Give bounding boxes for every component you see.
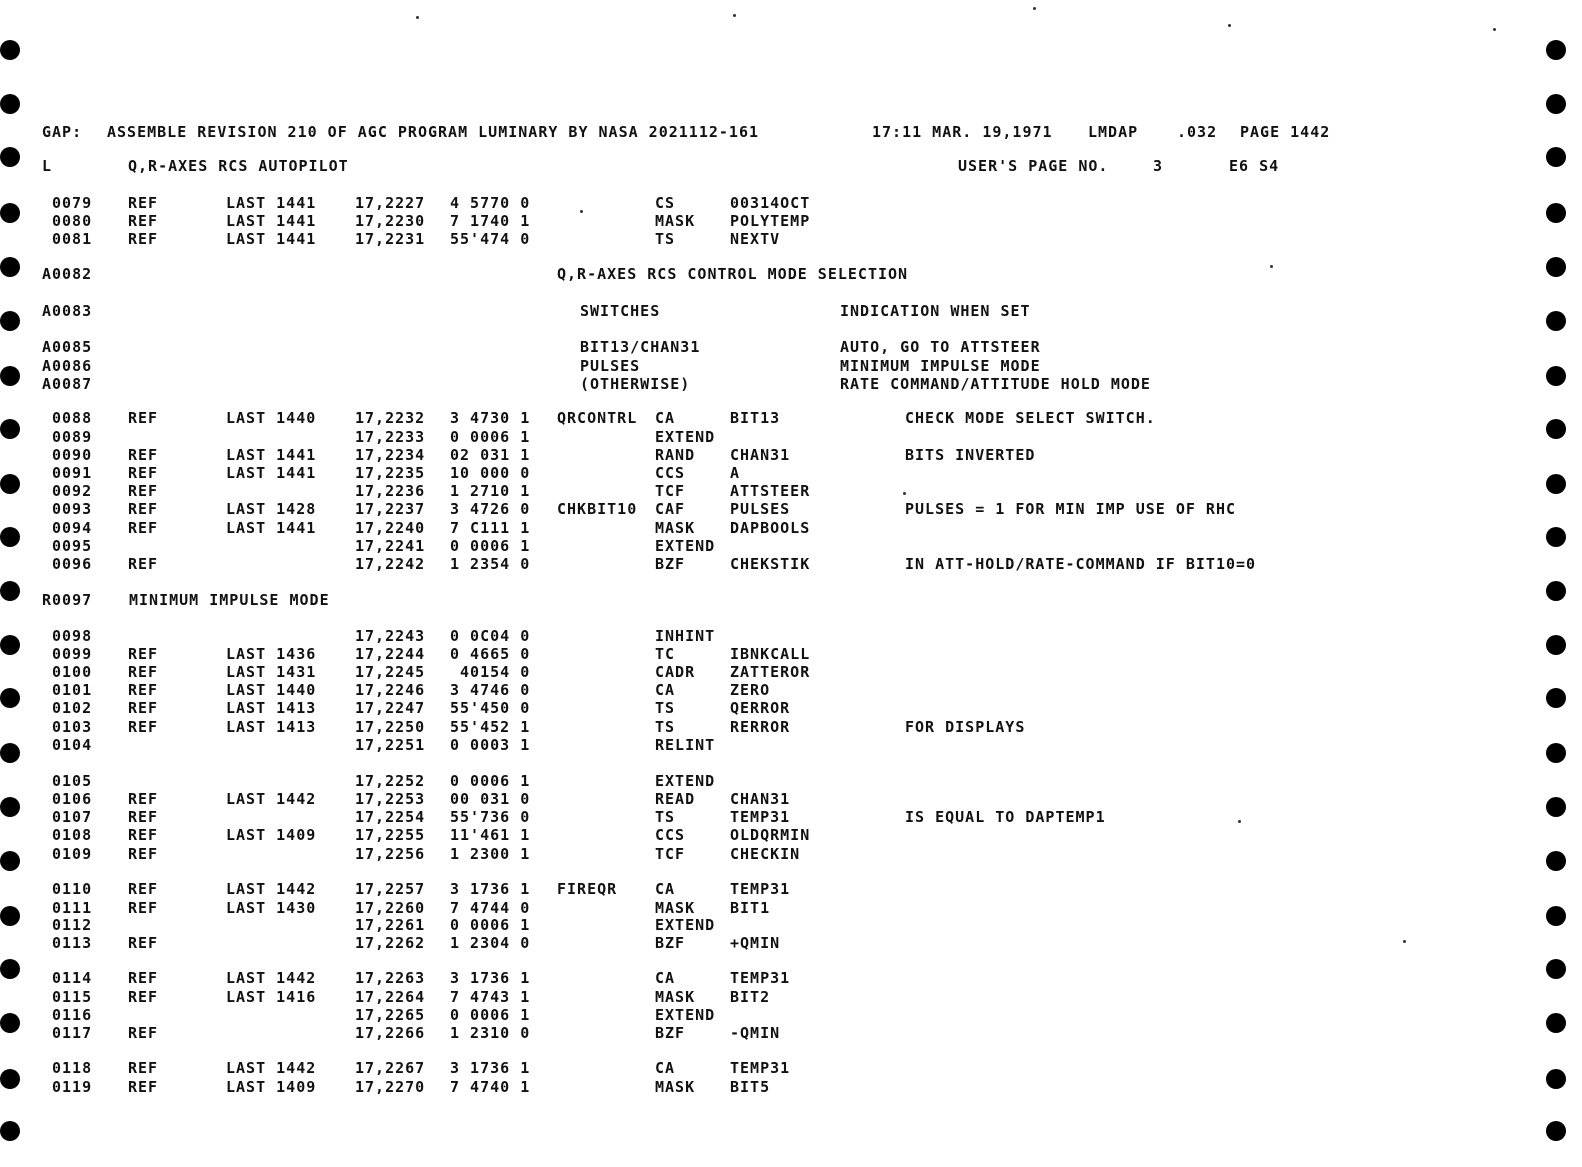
last-ref: LAST 1441	[226, 194, 317, 212]
opcode: RAND	[655, 446, 696, 464]
sprocket-hole	[0, 1013, 20, 1033]
line-number: 0114	[52, 969, 93, 987]
sprocket-hole	[0, 906, 20, 926]
operand: A	[730, 464, 741, 482]
octal-word: 7 4740 1	[450, 1078, 531, 1096]
address: 17,2256	[355, 845, 426, 863]
scan-speck	[733, 14, 736, 17]
operand: QERROR	[730, 699, 791, 717]
ref-tag: REF	[128, 230, 159, 248]
octal-word: 1 2710 1	[450, 482, 531, 500]
line-number: 0080	[52, 212, 93, 230]
opcode: CCS	[655, 826, 686, 844]
operand: NEXTV	[730, 230, 781, 248]
line-number: 0102	[52, 699, 93, 717]
line-number: 0118	[52, 1059, 93, 1077]
line-number: 0110	[52, 880, 93, 898]
last-ref: LAST 1431	[226, 663, 317, 681]
ref-tag: REF	[128, 790, 159, 808]
octal-word: 40154 0	[450, 663, 531, 681]
sprocket-hole	[0, 797, 20, 817]
sprocket-hole	[1546, 257, 1566, 277]
header-assemble: ASSEMBLE REVISION 210 OF AGC PROGRAM LUMINARY BY NASA 2021112-161	[107, 123, 759, 141]
octal-word: 3 1736 1	[450, 880, 531, 898]
operand: IBNKCALL	[730, 645, 811, 663]
opcode: CA	[655, 880, 676, 898]
comment-text: (OTHERWISE)	[580, 375, 691, 393]
ref-tag: REF	[128, 899, 159, 917]
opcode: TS	[655, 699, 676, 717]
sprocket-hole	[1546, 851, 1566, 871]
sprocket-hole	[0, 635, 20, 655]
sprocket-hole	[0, 959, 20, 979]
opcode: CA	[655, 1059, 676, 1077]
address: 17,2231	[355, 230, 426, 248]
octal-word: 7 1740 1	[450, 212, 531, 230]
sprocket-hole	[1546, 1013, 1566, 1033]
last-ref: LAST 1413	[226, 718, 317, 736]
sprocket-hole	[1546, 635, 1566, 655]
operand: +QMIN	[730, 934, 781, 952]
address: 17,2236	[355, 482, 426, 500]
octal-word: 3 4726 0	[450, 500, 531, 518]
comment-right: MINIMUM IMPULSE MODE	[840, 357, 1041, 375]
last-ref: LAST 1441	[226, 464, 317, 482]
ref-tag: REF	[128, 1059, 159, 1077]
comment-text: BIT13/CHAN31	[580, 338, 701, 356]
octal-word: 7 4744 0	[450, 899, 531, 917]
sprocket-hole	[1546, 581, 1566, 601]
line-number: 0089	[52, 428, 93, 446]
address: 17,2234	[355, 446, 426, 464]
sprocket-hole	[0, 688, 20, 708]
scan-speck	[1403, 940, 1406, 943]
address: 17,2261	[355, 916, 426, 934]
sprocket-hole	[1546, 959, 1566, 979]
line-number: 0107	[52, 808, 93, 826]
header-version: .032	[1177, 123, 1218, 141]
line-number: 0116	[52, 1006, 93, 1024]
address: 17,2253	[355, 790, 426, 808]
line-number: 0088	[52, 409, 93, 427]
line-number: 0101	[52, 681, 93, 699]
opcode: EXTEND	[655, 772, 716, 790]
address: 17,2244	[355, 645, 426, 663]
operand: ZATTEROR	[730, 663, 811, 681]
ref-tag: REF	[128, 1024, 159, 1042]
octal-word: 1 2310 0	[450, 1024, 531, 1042]
operand: 00314OCT	[730, 194, 811, 212]
operand: CHECKIN	[730, 845, 801, 863]
subheader-title: Q,R-AXES RCS AUTOPILOT	[128, 157, 349, 175]
sprocket-hole	[1546, 311, 1566, 331]
opcode: CA	[655, 681, 676, 699]
ref-tag: REF	[128, 645, 159, 663]
octal-word: 7 4743 1	[450, 988, 531, 1006]
ref-tag: REF	[128, 446, 159, 464]
opcode: BZF	[655, 934, 686, 952]
opcode: TS	[655, 230, 676, 248]
octal-word: 3 1736 1	[450, 1059, 531, 1077]
opcode: CAF	[655, 500, 686, 518]
octal-word: 0 0006 1	[450, 916, 531, 934]
octal-word: 55'474 0	[450, 230, 531, 248]
operand: TEMP31	[730, 808, 791, 826]
address: 17,2242	[355, 555, 426, 573]
sprocket-hole	[1546, 40, 1566, 60]
address: 17,2247	[355, 699, 426, 717]
sprocket-hole	[0, 474, 20, 494]
sprocket-hole	[1546, 1069, 1566, 1089]
sprocket-hole	[0, 1069, 20, 1089]
sprocket-hole	[1546, 419, 1566, 439]
address: 17,2232	[355, 409, 426, 427]
line-number: 0094	[52, 519, 93, 537]
opcode: MASK	[655, 1078, 696, 1096]
address: 17,2250	[355, 718, 426, 736]
last-ref: LAST 1416	[226, 988, 317, 1006]
comment: FOR DISPLAYS	[905, 718, 1026, 736]
header-program: LMDAP	[1088, 123, 1139, 141]
line-number: 0112	[52, 916, 93, 934]
comment-text: Q,R-AXES RCS CONTROL MODE SELECTION	[557, 265, 909, 283]
ref-tag: REF	[128, 988, 159, 1006]
line-number: 0096	[52, 555, 93, 573]
ref-tag: REF	[128, 699, 159, 717]
operand: CHAN31	[730, 446, 791, 464]
octal-word: 3 1736 1	[450, 969, 531, 987]
subheader-line	[0, 157, 1280, 175]
ref-tag: REF	[128, 409, 159, 427]
address: 17,2263	[355, 969, 426, 987]
ref-tag: REF	[128, 845, 159, 863]
address: 17,2243	[355, 627, 426, 645]
line-number: 0111	[52, 899, 93, 917]
operand: CHEKSTIK	[730, 555, 811, 573]
last-ref: LAST 1442	[226, 790, 317, 808]
address: 17,2265	[355, 1006, 426, 1024]
address: 17,2235	[355, 464, 426, 482]
last-ref: LAST 1441	[226, 446, 317, 464]
octal-word: 0 0006 1	[450, 537, 531, 555]
last-ref: LAST 1441	[226, 230, 317, 248]
scan-speck	[580, 210, 583, 213]
last-ref: LAST 1436	[226, 645, 317, 663]
line-number: 0092	[52, 482, 93, 500]
scan-speck	[1033, 7, 1036, 10]
operand: TEMP31	[730, 880, 791, 898]
address: 17,2262	[355, 934, 426, 952]
line-number: 0113	[52, 934, 93, 952]
line-number: 0079	[52, 194, 93, 212]
opcode: TS	[655, 718, 676, 736]
octal-word: 4 5770 0	[450, 194, 531, 212]
opcode: TCF	[655, 845, 686, 863]
opcode: BZF	[655, 1024, 686, 1042]
ref-tag: REF	[128, 681, 159, 699]
line-number: 0108	[52, 826, 93, 844]
address: 17,2245	[355, 663, 426, 681]
opcode: EXTEND	[655, 428, 716, 446]
opcode: CA	[655, 409, 676, 427]
opcode: INHINT	[655, 627, 716, 645]
line-number: 0091	[52, 464, 93, 482]
sprocket-hole	[1546, 1121, 1566, 1141]
opcode: READ	[655, 790, 696, 808]
opcode: EXTEND	[655, 537, 716, 555]
line-number: 0119	[52, 1078, 93, 1096]
opcode: CCS	[655, 464, 686, 482]
line-number: 0115	[52, 988, 93, 1006]
line-number: 0105	[52, 772, 93, 790]
octal-word: 55'452 1	[450, 718, 531, 736]
octal-word: 3 4730 1	[450, 409, 531, 427]
operand: RERROR	[730, 718, 791, 736]
opcode: MASK	[655, 988, 696, 1006]
opcode: CS	[655, 194, 676, 212]
sprocket-hole	[1546, 743, 1566, 763]
comment-number: A0086	[42, 357, 93, 375]
operand: ATTSTEER	[730, 482, 811, 500]
sprocket-hole	[1546, 203, 1566, 223]
scan-speck	[1228, 24, 1231, 27]
sprocket-hole	[0, 40, 20, 60]
sprocket-hole	[0, 851, 20, 871]
users-page-label: USER'S PAGE NO.	[958, 157, 1109, 175]
ref-tag: REF	[128, 555, 159, 573]
operand: TEMP31	[730, 969, 791, 987]
users-page-number: 3	[1153, 157, 1164, 175]
operand: BIT2	[730, 988, 771, 1006]
octal-word: 10 000 0	[450, 464, 531, 482]
address: 17,2266	[355, 1024, 426, 1042]
opcode: TS	[655, 808, 676, 826]
comment-number: A0083	[42, 302, 93, 320]
opcode: EXTEND	[655, 1006, 716, 1024]
address: 17,2227	[355, 194, 426, 212]
address: 17,2240	[355, 519, 426, 537]
sprocket-hole	[0, 743, 20, 763]
ref-tag: REF	[128, 500, 159, 518]
operand: OLDQRMIN	[730, 826, 811, 844]
header-datetime: 17:11 MAR. 19,1971	[872, 123, 1053, 141]
comment: IS EQUAL TO DAPTEMP1	[905, 808, 1106, 826]
octal-word: 0 0006 1	[450, 1006, 531, 1024]
comment-right: RATE COMMAND/ATTITUDE HOLD MODE	[840, 375, 1151, 393]
scan-speck	[1270, 265, 1273, 268]
operand: BIT13	[730, 409, 781, 427]
sprocket-hole	[0, 419, 20, 439]
opcode: TC	[655, 645, 676, 663]
scan-speck	[903, 492, 906, 495]
comment: IN ATT-HOLD/RATE-COMMAND IF BIT10=0	[905, 555, 1257, 573]
address: 17,2257	[355, 880, 426, 898]
octal-word: 55'450 0	[450, 699, 531, 717]
last-ref: LAST 1441	[226, 212, 317, 230]
opcode: MASK	[655, 212, 696, 230]
line-number: 0103	[52, 718, 93, 736]
last-ref: LAST 1442	[226, 880, 317, 898]
address: 17,2267	[355, 1059, 426, 1077]
line-number: 0098	[52, 627, 93, 645]
address: 17,2241	[355, 537, 426, 555]
sprocket-hole	[1546, 474, 1566, 494]
octal-word: 0 4665 0	[450, 645, 531, 663]
subheader-code: E6 S4	[1229, 157, 1280, 175]
octal-word: 11'461 1	[450, 826, 531, 844]
ref-tag: REF	[128, 718, 159, 736]
ref-tag: REF	[128, 934, 159, 952]
line-number: 0090	[52, 446, 93, 464]
sprocket-hole	[0, 366, 20, 386]
last-ref: LAST 1442	[226, 1059, 317, 1077]
last-ref: LAST 1409	[226, 1078, 317, 1096]
operand: TEMP31	[730, 1059, 791, 1077]
line-number: 0081	[52, 230, 93, 248]
comment-number: A0082	[42, 265, 93, 283]
line-number: 0100	[52, 663, 93, 681]
octal-word: 0 0003 1	[450, 736, 531, 754]
opcode: RELINT	[655, 736, 716, 754]
opcode: BZF	[655, 555, 686, 573]
comment: PULSES = 1 FOR MIN IMP USE OF RHC	[905, 500, 1237, 518]
ref-tag: REF	[128, 519, 159, 537]
opcode: TCF	[655, 482, 686, 500]
sprocket-hole	[1546, 797, 1566, 817]
address: 17,2254	[355, 808, 426, 826]
label: CHKBIT10	[557, 500, 638, 518]
last-ref: LAST 1440	[226, 681, 317, 699]
comment-text: SWITCHES	[580, 302, 661, 320]
address: 17,2264	[355, 988, 426, 1006]
octal-word: 0 0006 1	[450, 772, 531, 790]
last-ref: LAST 1440	[226, 409, 317, 427]
line-number: 0109	[52, 845, 93, 863]
ref-tag: REF	[128, 1078, 159, 1096]
operand: ZERO	[730, 681, 771, 699]
comment: CHECK MODE SELECT SWITCH.	[905, 409, 1156, 427]
octal-word: 00 031 0	[450, 790, 531, 808]
address: 17,2255	[355, 826, 426, 844]
comment-number: A0087	[42, 375, 93, 393]
operand: POLYTEMP	[730, 212, 811, 230]
header-page: PAGE 1442	[1240, 123, 1331, 141]
ref-tag: REF	[128, 663, 159, 681]
ref-tag: REF	[128, 808, 159, 826]
header-gap: GAP:	[42, 123, 83, 141]
octal-word: 1 2304 0	[450, 934, 531, 952]
operand: CHAN31	[730, 790, 791, 808]
sprocket-hole	[1546, 94, 1566, 114]
ref-tag: REF	[128, 969, 159, 987]
address: 17,2230	[355, 212, 426, 230]
sprocket-hole	[1546, 366, 1566, 386]
last-ref: LAST 1428	[226, 500, 317, 518]
last-ref: LAST 1413	[226, 699, 317, 717]
label: QRCONTRL	[557, 409, 638, 427]
octal-word: 55'736 0	[450, 808, 531, 826]
ref-tag: REF	[128, 464, 159, 482]
address: 17,2260	[355, 899, 426, 917]
sprocket-hole	[0, 311, 20, 331]
ref-tag: REF	[128, 482, 159, 500]
line-number: 0093	[52, 500, 93, 518]
comment-number: A0085	[42, 338, 93, 356]
address: 17,2233	[355, 428, 426, 446]
octal-word: 1 2300 1	[450, 845, 531, 863]
comment-text: PULSES	[580, 357, 641, 375]
octal-word: 1 2354 0	[450, 555, 531, 573]
opcode: CA	[655, 969, 676, 987]
octal-word: 0 0006 1	[450, 428, 531, 446]
subheader-l: L	[42, 157, 53, 175]
line-number: 0117	[52, 1024, 93, 1042]
line-number: 0099	[52, 645, 93, 663]
section-title: MINIMUM IMPULSE MODE	[129, 591, 330, 609]
sprocket-hole	[1546, 147, 1566, 167]
scan-speck	[1238, 820, 1241, 823]
address: 17,2270	[355, 1078, 426, 1096]
ref-tag: REF	[128, 880, 159, 898]
scan-speck	[1493, 28, 1496, 31]
address: 17,2251	[355, 736, 426, 754]
ref-tag: REF	[128, 826, 159, 844]
scan-speck	[416, 16, 419, 19]
operand: DAPBOOLS	[730, 519, 811, 537]
sprocket-hole	[0, 94, 20, 114]
octal-word: 7 C111 1	[450, 519, 531, 537]
octal-word: 0 0C04 0	[450, 627, 531, 645]
sprocket-hole	[1546, 688, 1566, 708]
operand: BIT1	[730, 899, 771, 917]
comment: BITS INVERTED	[905, 446, 1036, 464]
ref-tag: REF	[128, 194, 159, 212]
last-ref: LAST 1441	[226, 519, 317, 537]
address: 17,2252	[355, 772, 426, 790]
last-ref: LAST 1409	[226, 826, 317, 844]
octal-word: 02 031 1	[450, 446, 531, 464]
opcode: EXTEND	[655, 916, 716, 934]
octal-word: 3 4746 0	[450, 681, 531, 699]
sprocket-hole	[1546, 906, 1566, 926]
sprocket-hole	[1546, 527, 1566, 547]
sprocket-hole	[0, 581, 20, 601]
opcode: MASK	[655, 899, 696, 917]
section-number: R0097	[42, 591, 93, 609]
operand: BIT5	[730, 1078, 771, 1096]
address: 17,2246	[355, 681, 426, 699]
line-number: 0106	[52, 790, 93, 808]
sprocket-hole	[0, 1121, 20, 1141]
opcode: CADR	[655, 663, 696, 681]
last-ref: LAST 1442	[226, 969, 317, 987]
comment-right: INDICATION WHEN SET	[840, 302, 1031, 320]
header-line	[0, 123, 1331, 141]
opcode: MASK	[655, 519, 696, 537]
line-number: 0104	[52, 736, 93, 754]
line-number: 0095	[52, 537, 93, 555]
address: 17,2237	[355, 500, 426, 518]
operand: -QMIN	[730, 1024, 781, 1042]
sprocket-hole	[0, 527, 20, 547]
comment-right: AUTO, GO TO ATTSTEER	[840, 338, 1041, 356]
operand: PULSES	[730, 500, 791, 518]
ref-tag: REF	[128, 212, 159, 230]
label: FIREQR	[557, 880, 618, 898]
last-ref: LAST 1430	[226, 899, 317, 917]
